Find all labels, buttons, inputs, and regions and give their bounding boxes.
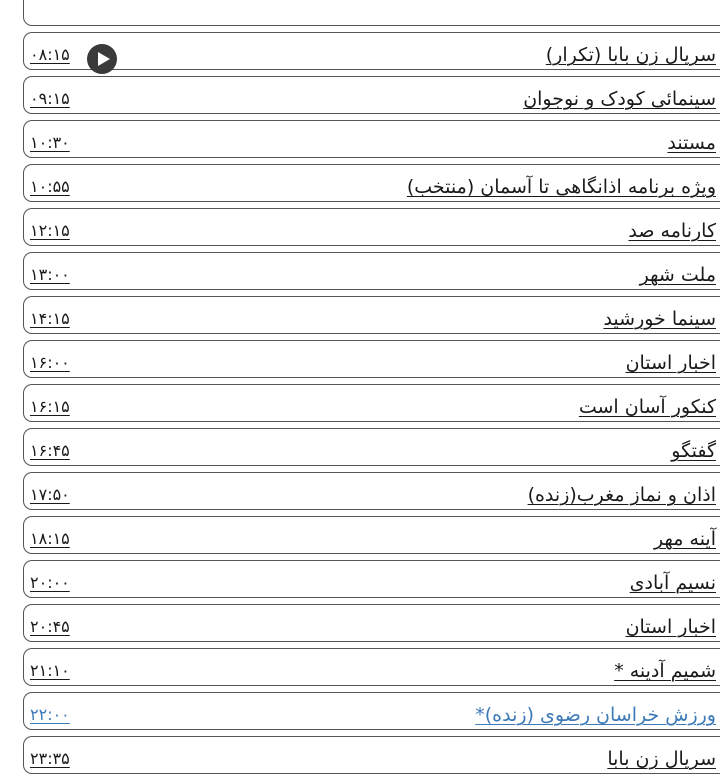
program-time: ۱۳:۰۰ bbox=[30, 265, 70, 284]
program-schedule-list bbox=[23, 0, 720, 780]
play-triangle-icon bbox=[87, 44, 117, 74]
program-title: شمیم آدینه * bbox=[614, 660, 716, 682]
schedule-row[interactable] bbox=[23, 560, 720, 598]
program-title: ورزش خراسان رضوی (زنده)* bbox=[475, 704, 716, 726]
schedule-row[interactable] bbox=[23, 208, 720, 246]
program-title: سینما خورشید bbox=[603, 308, 716, 330]
schedule-row[interactable] bbox=[23, 296, 720, 334]
program-time: ۱۶:۴۵ bbox=[30, 441, 70, 460]
schedule-row[interactable] bbox=[23, 516, 720, 554]
program-title: سریال زن بابا bbox=[607, 748, 716, 770]
program-title: سینمائی کودک و نوجوان bbox=[523, 88, 716, 110]
program-time: ۱۰:۵۵ bbox=[30, 177, 70, 196]
schedule-row[interactable] bbox=[23, 120, 720, 158]
schedule-row[interactable] bbox=[23, 76, 720, 114]
program-time: ۱۴:۱۵ bbox=[30, 309, 70, 328]
schedule-row[interactable] bbox=[23, 32, 720, 70]
schedule-row-partial[interactable] bbox=[23, 0, 720, 26]
program-time: ۱۸:۱۵ bbox=[30, 529, 70, 548]
program-time: ۱۲:۱۵ bbox=[30, 221, 70, 240]
program-time: ۲۰:۴۵ bbox=[30, 617, 70, 636]
program-title: اخبار استان bbox=[625, 616, 716, 638]
program-title: آینه مهر bbox=[654, 528, 716, 550]
schedule-row[interactable] bbox=[23, 428, 720, 466]
schedule-row[interactable] bbox=[23, 736, 720, 774]
program-time: ۲۲:۰۰ bbox=[30, 705, 70, 724]
schedule-row[interactable] bbox=[23, 648, 720, 686]
program-time: ۰۹:۱۵ bbox=[30, 89, 70, 108]
program-title: گفتگو bbox=[671, 440, 716, 462]
schedule-row[interactable] bbox=[23, 604, 720, 642]
play-icon[interactable] bbox=[87, 44, 117, 74]
program-time: ۱۰:۳۰ bbox=[30, 133, 70, 152]
schedule-row[interactable] bbox=[23, 164, 720, 202]
program-time: ۲۰:۰۰ bbox=[30, 573, 70, 592]
program-time: ۲۱:۱۰ bbox=[30, 661, 70, 680]
program-title: کارنامه صد bbox=[628, 220, 716, 242]
program-time: ۱۶:۰۰ bbox=[30, 353, 70, 372]
program-title: ویژه برنامه اذانگاهی تا آسمان (منتخب) bbox=[406, 176, 716, 198]
program-time: ۰۸:۱۵ bbox=[30, 45, 70, 64]
schedule-row[interactable] bbox=[23, 472, 720, 510]
schedule-row[interactable] bbox=[23, 252, 720, 290]
program-title: اذان و نماز مغرب(زنده) bbox=[527, 484, 716, 506]
program-title: اخبار استان bbox=[625, 352, 716, 374]
program-time: ۱۶:۱۵ bbox=[30, 397, 70, 416]
program-time: ۲۳:۳۵ bbox=[30, 749, 70, 768]
program-title: نسیم آبادی bbox=[629, 572, 716, 594]
program-time: ۱۷:۵۰ bbox=[30, 485, 70, 504]
program-title: ملت شهر bbox=[639, 264, 716, 286]
program-title: مستند bbox=[667, 132, 716, 154]
program-title: سریال زن بابا (تکرار) bbox=[545, 44, 716, 66]
schedule-row[interactable] bbox=[23, 384, 720, 422]
schedule-row-live[interactable] bbox=[23, 692, 720, 730]
schedule-row[interactable] bbox=[23, 340, 720, 378]
program-title: کنکور آسان است bbox=[578, 396, 716, 418]
